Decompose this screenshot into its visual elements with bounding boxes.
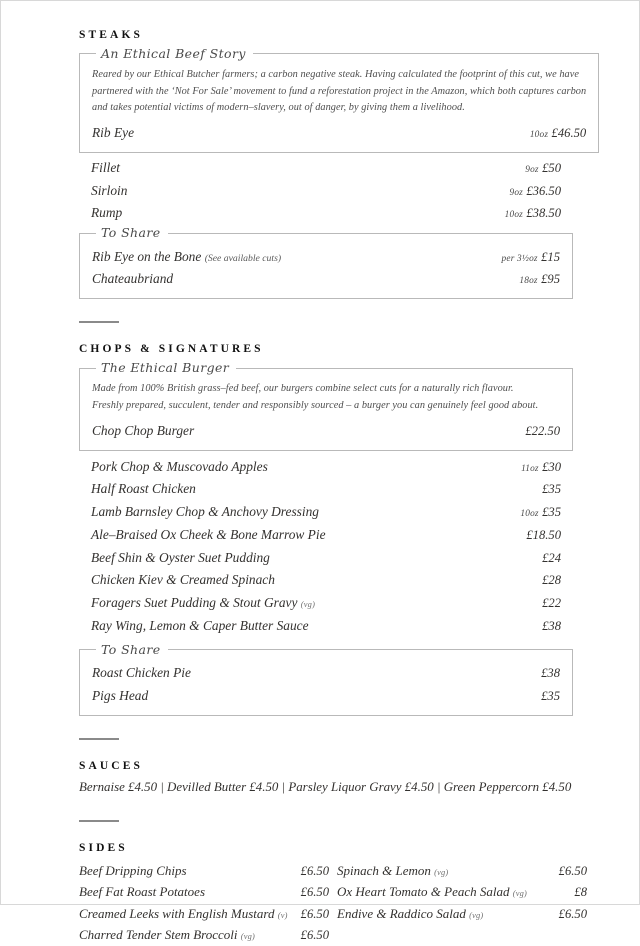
section-heading-sides: SIDES: [79, 841, 128, 854]
menu-item-weight: 10oz: [529, 130, 549, 141]
menu-item-diet-tag: (vg): [300, 600, 316, 610]
menu-item-amount: £35: [541, 688, 560, 703]
to-share-legend: To Share: [101, 641, 161, 657]
menu-item-name: [337, 882, 527, 902]
menu-item-name: [79, 904, 288, 924]
menu-item-price: [511, 421, 560, 442]
menu-item-name: [91, 570, 275, 591]
menu-item-amount: £35: [542, 505, 561, 520]
menu-item-name: Rib Eye: [92, 125, 135, 141]
menu-item-row[interactable]: [91, 569, 561, 592]
menu-item-price: [528, 616, 561, 637]
ethical-beef-story-box: [79, 45, 599, 153]
section-divider-wrap: [79, 299, 573, 343]
menu-item-title: Beef Fat Roast Potatoes: [79, 884, 206, 900]
menu-item-row[interactable]: [337, 882, 587, 904]
menu-item-price: [495, 181, 561, 202]
menu-item-name: Pigs Head: [92, 687, 149, 703]
menu-item-amount: £22: [542, 596, 561, 611]
menu-item-weight: per 3½oz: [501, 253, 538, 264]
ethical-burger-box: [79, 359, 573, 451]
menu-item-row[interactable]: [337, 860, 587, 882]
menu-item-weight: 18oz: [519, 276, 538, 287]
section-sauces: [79, 760, 573, 798]
menu-item-row[interactable]: [91, 547, 561, 570]
menu-item-amount: £46.50: [551, 126, 587, 141]
menu-item-amount: £38: [541, 666, 560, 681]
menu-item-row[interactable]: [91, 615, 561, 638]
menu-item-title: Half Roast Chicken: [91, 481, 196, 497]
menu-item-row[interactable]: [91, 501, 561, 524]
menu-item-note: (See available cuts): [204, 252, 282, 264]
menu-item-name: [91, 593, 315, 614]
menu-item-name: [337, 904, 483, 924]
menu-item-amount: £22.50: [525, 423, 560, 438]
menu-item-diet-tag: (vg): [512, 889, 528, 899]
menu-item-row[interactable]: [91, 456, 561, 479]
menu-item-row[interactable]: [92, 268, 560, 291]
section-divider: [79, 820, 119, 822]
menu-item-name: [79, 925, 255, 945]
description-line: and takes potential victims of modern–slavery, out of danger, by giving them a livelihood.: [92, 102, 465, 114]
menu-item-price: [528, 593, 561, 614]
ethical-beef-story-legend: An Ethical Beef Story: [101, 45, 246, 61]
menu-item-title: Creamed Leeks with English Mustard: [79, 905, 275, 921]
menu-item-title: Beef Shin & Oyster Suet Pudding: [91, 549, 270, 565]
menu-item-row[interactable]: [91, 524, 561, 547]
menu-item-row[interactable]: [92, 685, 560, 708]
menu-item-weight: 10oz: [504, 210, 523, 221]
menu-item-price: [491, 203, 561, 224]
menu-item-name: [91, 548, 270, 569]
description-line: Reared by our Ethical Butcher farmers; a carbon negative steak. Having calculated the footprint of this cut, we have: [92, 69, 579, 81]
menu-item-row[interactable]: [91, 180, 561, 203]
menu-item-name: [79, 882, 205, 902]
menu-item-row[interactable]: [79, 903, 329, 925]
menu-item-amount: £6.50: [300, 928, 329, 943]
menu-item-title: Foragers Suet Pudding & Stout Gravy: [91, 595, 298, 611]
menu-item-diet-tag: (vg): [469, 910, 484, 920]
menu-item-title: Chicken Kiev & Creamed Spinach: [91, 572, 275, 588]
menu-item-name: Rump: [91, 205, 123, 221]
menu-item-title: Ray Wing, Lemon & Caper Butter Sauce: [91, 617, 309, 633]
menu-item-price: [528, 548, 561, 569]
section-sides: [79, 841, 587, 946]
section-divider-wrap: [79, 798, 573, 842]
menu-item-diet-tag: (v): [277, 910, 288, 920]
menu-item-row[interactable]: [92, 420, 560, 443]
menu-item-title: Rib Eye on the Bone: [92, 248, 202, 264]
menu-item-amount: £30: [542, 459, 561, 474]
ethical-burger-legend: The Ethical Burger: [101, 359, 230, 375]
menu-item-title: Chateaubriand: [92, 271, 174, 287]
menu-item-name: [91, 479, 196, 500]
menu-item-row[interactable]: [79, 882, 329, 904]
menu-item-name: Roast Chicken Pie: [92, 665, 191, 681]
menu-item-weight: 11oz: [521, 463, 539, 474]
menu-item-title: Ale–Braised Ox Cheek & Bone Marrow Pie: [91, 526, 326, 542]
menu-item-name: [91, 525, 326, 546]
section-heading-steaks: STEAKS: [79, 29, 143, 41]
menu-item-name: [92, 247, 281, 268]
menu-item-title: Ox Heart Tomato & Peach Salad: [337, 884, 510, 900]
menu-item-amount: £38: [542, 618, 561, 633]
menu-item-title: Pork Chop & Muscovado Apples: [91, 458, 268, 474]
description-line: partnered with the ‘Not For Sale’ movement to fund a reforestation project in the Amazon, which both captures carbon: [92, 85, 587, 97]
menu-item-price: [527, 686, 560, 707]
menu-item-name: [337, 861, 448, 881]
menu-item-price: [507, 457, 561, 478]
menu-item-name: [91, 457, 268, 478]
menu-item-amount: £95: [541, 272, 560, 287]
menu-content: [79, 29, 587, 946]
menu-item-row[interactable]: [91, 592, 561, 615]
menu-item-price: [528, 570, 561, 591]
menu-item-price: [506, 502, 561, 523]
menu-item-amount: £38.50: [526, 206, 561, 221]
menu-item-amount: £36.50: [526, 183, 561, 198]
menu-item-name: [92, 269, 173, 290]
menu-item-amount: £6.50: [300, 885, 329, 900]
menu-item-row[interactable]: [91, 202, 561, 225]
menu-item-amount: £24: [542, 550, 561, 565]
menu-item-row[interactable]: [92, 662, 560, 685]
menu-item-name: [79, 861, 187, 881]
menu-item-row[interactable]: [92, 246, 560, 269]
menu-item-row[interactable]: [79, 925, 329, 946]
ethical-beef-story-description: [92, 67, 586, 117]
section-steaks: [79, 29, 587, 299]
menu-item-amount: £18.50: [526, 527, 561, 542]
menu-item-row[interactable]: [91, 478, 561, 501]
steaks-item-list: [79, 153, 573, 227]
menu-item-price: [488, 247, 560, 268]
description-line: Freshly prepared, succulent, tender and responsibly sourced – a burger you can genuinely feel good about.: [92, 400, 539, 412]
menu-item-weight: 10oz: [520, 509, 539, 520]
menu-item-price: [516, 123, 586, 144]
menu-item-price: [512, 525, 561, 546]
menu-item-name: Sirloin: [91, 182, 128, 198]
section-divider-wrap: [79, 716, 573, 760]
section-chops: [79, 343, 573, 715]
chops-to-share-box: [79, 641, 573, 716]
menu-item-price: [527, 663, 560, 684]
sides-left-column: [79, 860, 329, 946]
menu-item-amount: £15: [541, 249, 560, 264]
menu-item-price: [528, 479, 561, 500]
sides-columns: [79, 860, 587, 946]
section-heading-sauces: SAUCES: [79, 759, 143, 772]
menu-item-weight: 9oz: [509, 187, 523, 198]
menu-item-amount: £35: [542, 482, 561, 497]
menu-item-amount: £8: [574, 885, 587, 900]
chops-item-list: [79, 451, 573, 644]
ethical-burger-description: [92, 381, 560, 414]
menu-item-amount: £50: [542, 160, 561, 175]
menu-item-diet-tag: (vg): [240, 932, 256, 942]
menu-item-title: Beef Dripping Chips: [79, 862, 187, 878]
steaks-to-share-box: [79, 227, 573, 299]
menu-item-amount: £6.50: [300, 863, 329, 878]
section-divider: [79, 321, 119, 323]
menu-item-name: Chop Chop Burger: [92, 422, 195, 438]
menu-item-weight: 9oz: [525, 164, 539, 175]
menu-item-name: [91, 502, 319, 523]
section-heading-chops: CHOPS & SIGNATURES: [79, 343, 264, 356]
menu-item-title: Spinach & Lemon: [337, 862, 431, 878]
sides-right-column: [337, 860, 587, 946]
menu-item-amount: £6.50: [300, 906, 329, 921]
menu-item-row[interactable]: [91, 157, 561, 180]
menu-item-price: [505, 269, 560, 290]
section-divider: [79, 738, 119, 740]
menu-item-diet-tag: (vg): [434, 867, 449, 877]
menu-item-title: Lamb Barnsley Chop & Anchovy Dressing: [91, 504, 319, 520]
menu-item-amount: £28: [542, 573, 561, 588]
menu-item-name: [91, 616, 309, 637]
menu-item-amount: £6.50: [558, 906, 587, 921]
menu-item-title: Endive & Raddico Salad: [337, 905, 466, 921]
description-line: Made from 100% British grass–fed beef, our burgers combine select cuts for a naturally rich flavour.: [92, 383, 514, 395]
menu-item-row[interactable]: [337, 903, 587, 925]
menu-item-price: [511, 158, 561, 179]
menu-item-row[interactable]: [92, 122, 586, 145]
menu-item-name: Fillet: [91, 159, 121, 175]
menu-item-row[interactable]: [79, 860, 329, 882]
menu-item-amount: £6.50: [558, 863, 587, 878]
sauces-list: Bernaise £4.50 | Devilled Butter £4.50 | Parsley Liquor Gravy £4.50 | Green Peppercorn £4.50: [79, 780, 572, 795]
to-share-legend: To Share: [101, 225, 161, 241]
menu-item-title: Charred Tender Stem Broccoli: [79, 927, 238, 943]
